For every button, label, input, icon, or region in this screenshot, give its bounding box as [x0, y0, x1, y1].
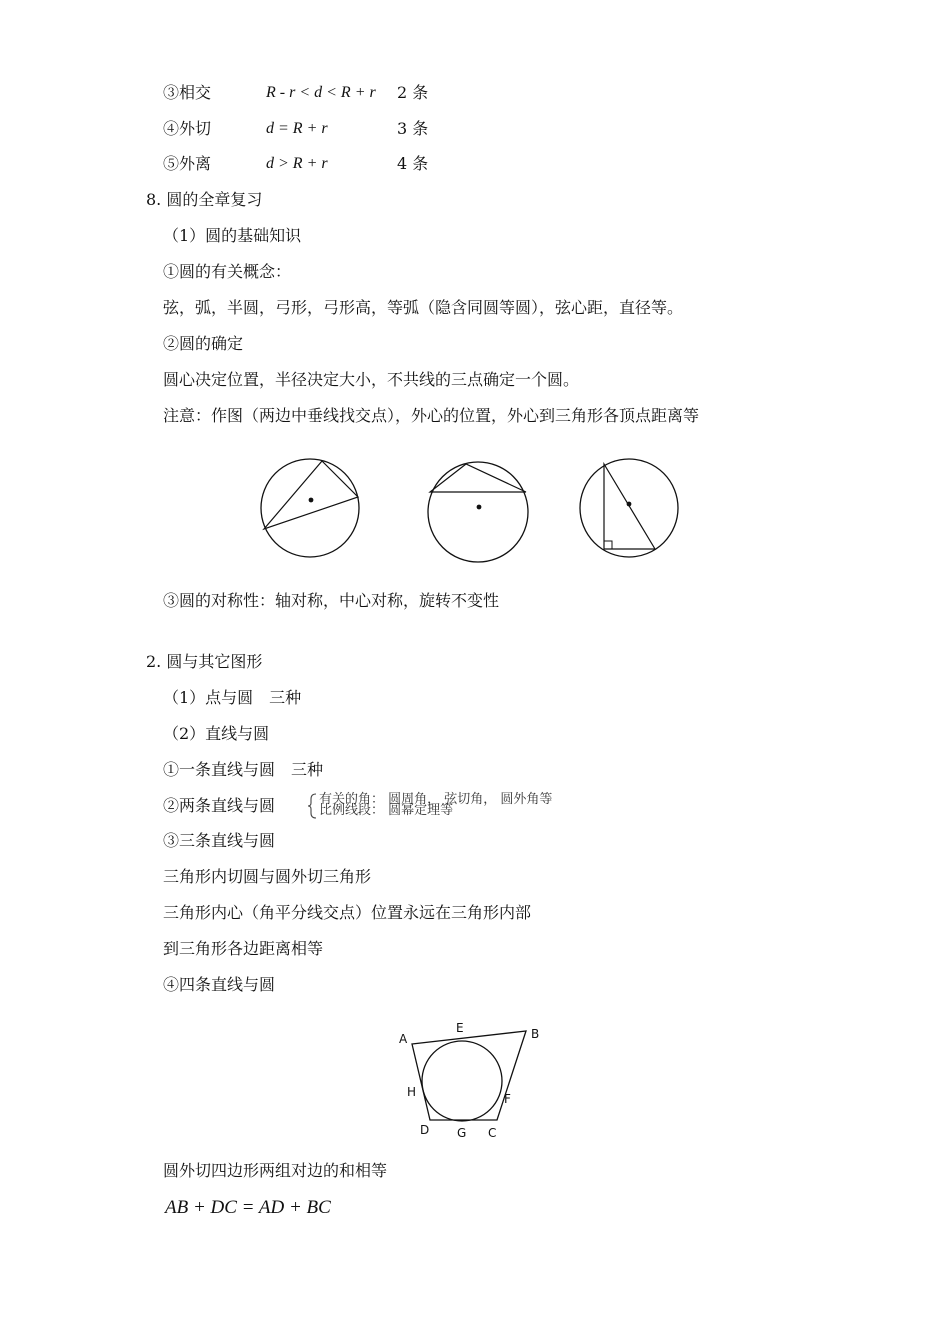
- section8-sub1: （1）圆的基础知识: [163, 226, 302, 245]
- circle: [261, 459, 359, 557]
- section8-item3: ③圆的对称性：轴对称，中心对称，旋转不变性: [163, 591, 500, 610]
- row-external-tangent-count: 3 条: [397, 119, 429, 138]
- tangential-quadrilateral-diagram: [390, 1016, 550, 1144]
- section8-note: 注意：作图（两边中垂线找交点），外心的位置，外心到三角形各顶点距离等: [163, 406, 700, 425]
- label-g: G: [457, 1126, 467, 1140]
- center-dot: [627, 502, 632, 507]
- brace-content: [319, 794, 552, 816]
- row-external-tangent-name: [163, 118, 211, 140]
- four-lines-circle: ④四条直线与圆: [163, 975, 276, 994]
- label-f: F: [504, 1092, 511, 1106]
- label-e: E: [456, 1021, 464, 1035]
- circle: [428, 462, 528, 562]
- marker: ③: [163, 83, 180, 102]
- acute-triangle-figure: [261, 459, 359, 557]
- circle: [580, 459, 678, 557]
- center-dot: [309, 498, 314, 503]
- relation-name: 外离: [179, 154, 212, 173]
- right-angle-mark: [604, 541, 612, 549]
- incircle: [422, 1041, 502, 1121]
- relation-name: 外切: [179, 119, 212, 138]
- one-line-circle: ①一条直线与圆 三种: [163, 760, 324, 779]
- row-separate-formula: d > R + r: [266, 155, 328, 172]
- marker: ④: [163, 119, 180, 138]
- row-external-tangent-formula: d = R + r: [266, 120, 328, 137]
- right-triangle-figure: [580, 459, 678, 557]
- label-a: A: [399, 1032, 408, 1046]
- section8-item1-body: 弦，弧，半圆，弓形，弓形高，等弧（隐含同圆等圆），弦心距，直径等。: [163, 298, 684, 317]
- section2-sub1: （1）点与圆 三种: [163, 688, 302, 707]
- incircle-line-1: 三角形内切圆与圆外切三角形: [163, 867, 372, 886]
- quadrilateral: [412, 1031, 526, 1120]
- label-c: C: [488, 1126, 497, 1140]
- left-brace-icon: [306, 792, 318, 820]
- label-h: H: [407, 1085, 417, 1099]
- section2-sub2: （2）直线与圆: [163, 724, 270, 743]
- two-lines-circle: ②两条直线与圆: [163, 796, 276, 815]
- label-d: D: [420, 1123, 430, 1137]
- marker: ⑤: [163, 154, 180, 173]
- section8-item1-title: ①圆的有关概念：: [163, 262, 292, 281]
- row-intersect-formula: R - r < d < R + r: [266, 84, 376, 101]
- incircle-line-3: 到三角形各边距离相等: [163, 939, 324, 958]
- brace-line-angles: 有关的角： 圆周角， 弦切角， 圆外角等: [319, 792, 553, 807]
- row-intersect-name: [163, 82, 211, 104]
- section2-heading: 2. 圆与其它图形: [146, 652, 263, 671]
- triangle: [604, 464, 655, 549]
- quad-formula: AB + DC = AD + BC: [165, 1197, 331, 1218]
- section8-item2-body: 圆心决定位置，半径决定大小，不共线的三点确定一个圆。: [163, 370, 580, 389]
- center-dot: [477, 505, 482, 510]
- circumcircle-diagrams: [250, 450, 690, 570]
- three-lines-circle: ③三条直线与圆: [163, 831, 276, 850]
- section8-item2-title: ②圆的确定: [163, 334, 244, 353]
- row-separate-count: 4 条: [397, 154, 429, 173]
- relation-name: 相交: [179, 83, 212, 102]
- section8-heading: 8. 圆的全章复习: [146, 190, 263, 209]
- obtuse-triangle-figure: [428, 462, 528, 562]
- incircle-line-2: 三角形内心（角平分线交点）位置永远在三角形内部: [163, 903, 532, 922]
- brace-line-proportions: 比例线段： 圆幂定理等: [319, 803, 454, 818]
- quad-note: 圆外切四边形两组对边的和相等: [163, 1161, 388, 1180]
- label-b: B: [531, 1027, 540, 1041]
- row-intersect-count: 2 条: [397, 83, 429, 102]
- triangle: [430, 464, 526, 492]
- row-separate-name: [163, 153, 211, 175]
